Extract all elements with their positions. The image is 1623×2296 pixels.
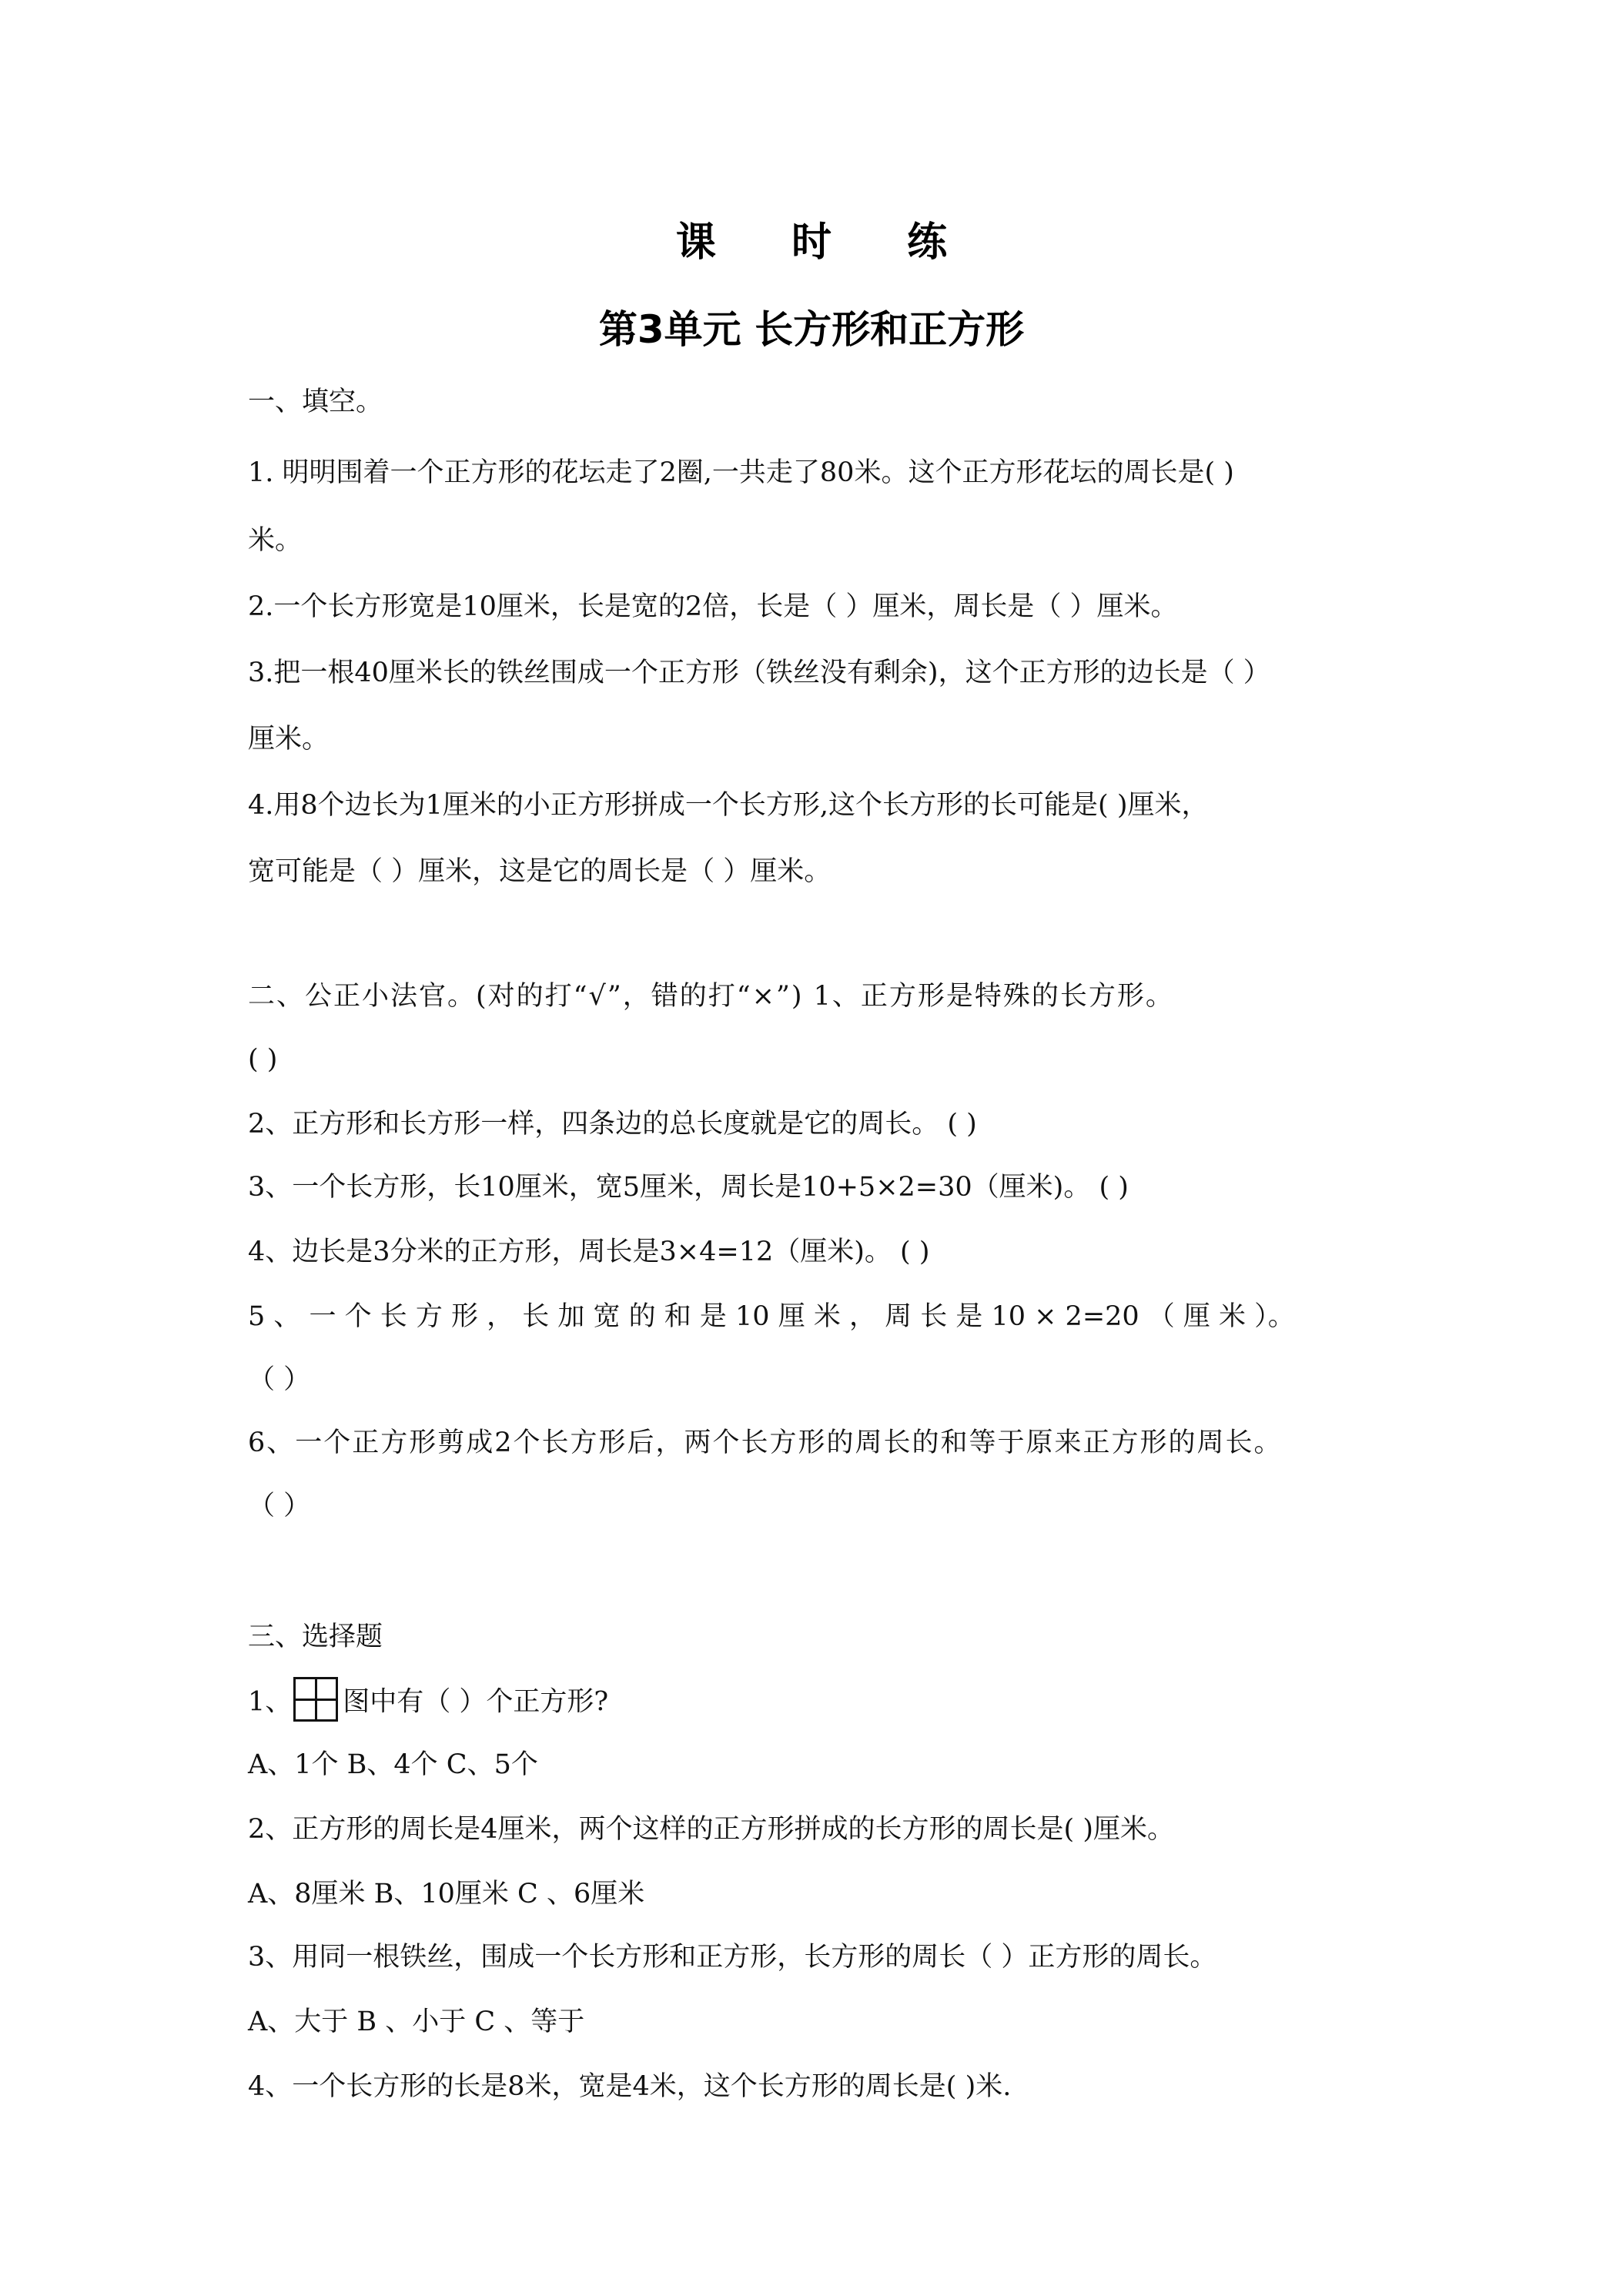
question-line: 2、正方形的周长是4厘米，两个这样的正方形拼成的长方形的周长是( )厘米。	[248, 1814, 1174, 1845]
question-line: 4、边长是3分米的正方形，周长是3×4=12（厘米)。 ( )	[248, 1237, 930, 1267]
question-line: 厘米。	[248, 724, 330, 755]
question-line: 2.一个长方形宽是10厘米，长是宽的2倍，长是（ ）厘米，周长是（ ）厘米。	[248, 591, 1178, 622]
choice-line: A、大于 B 、小于 C 、等于	[248, 2006, 585, 2037]
question-line: 米。	[248, 525, 303, 556]
question-line: 4、一个长方形的长是8米，宽是4米，这个长方形的周长是( )米.	[248, 2071, 1012, 2102]
question-line: 4.用8个边长为1厘米的小正方形拼成一个长方形,这个长方形的长可能是( )厘米，	[248, 790, 1209, 821]
question-line: 1. 明明围着一个正方形的花坛走了2圈,一共走了80米。这个正方形花坛的周长是( )	[248, 457, 1234, 488]
question-line: 3.把一根40厘米长的铁丝围成一个正方形（铁丝没有剩余)，这个正方形的边长是（ ）	[248, 658, 1270, 688]
question-line: 5 、 一 个 长 方 形 ， 长 加 宽 的 和 是 10 厘 米 ， 周 长 是 10 × 2=20 （ 厘 米 ）。	[248, 1301, 1295, 1332]
question-line: 3、用同一根铁丝，围成一个长方形和正方形，长方形的周长（ ）正方形的周长。	[248, 1942, 1217, 1973]
answer-paren: （ ）	[248, 1491, 311, 1521]
answer-paren: ( )	[248, 1044, 278, 1075]
question-text: 图中有（ ）个正方形?	[343, 1686, 609, 1718]
section-heading-multiple-choice: 三、选择题	[248, 1622, 383, 1652]
choice-line: A、1个 B、4个 C、5个	[248, 1749, 538, 1780]
four-square-grid-figure	[293, 1677, 338, 1722]
section-heading-true-false: 二、公正小法官。(对的打“√”，错的打“×”) 1、正方形是特殊的长方形。	[248, 981, 1174, 1012]
page-title: 课 时 练	[675, 219, 979, 266]
question-line: 6、一个正方形剪成2个长方形后，两个长方形的周长的和等于原来正方形的周长。	[248, 1427, 1283, 1458]
question-line: 2、正方形和长方形一样，四条边的总长度就是它的周长。 ( )	[248, 1109, 977, 1140]
question-number: 1、	[248, 1686, 293, 1718]
question-line: 3、一个长方形，长10厘米，宽5厘米，周长是10+5×2=30（厘米)。 ( )	[248, 1172, 1129, 1203]
answer-paren: （ ）	[248, 1364, 311, 1395]
unit-subtitle: 第3单元 长方形和正方形	[598, 307, 1025, 352]
choice-line: A、8厘米 B、10厘米 C 、6厘米	[248, 1879, 645, 1909]
question-line	[248, 1685, 608, 1722]
question-line: 宽可能是（ ）厘米，这是它的周长是（ ）厘米。	[248, 856, 832, 887]
section-heading-fill-blanks: 一、填空。	[248, 387, 383, 417]
